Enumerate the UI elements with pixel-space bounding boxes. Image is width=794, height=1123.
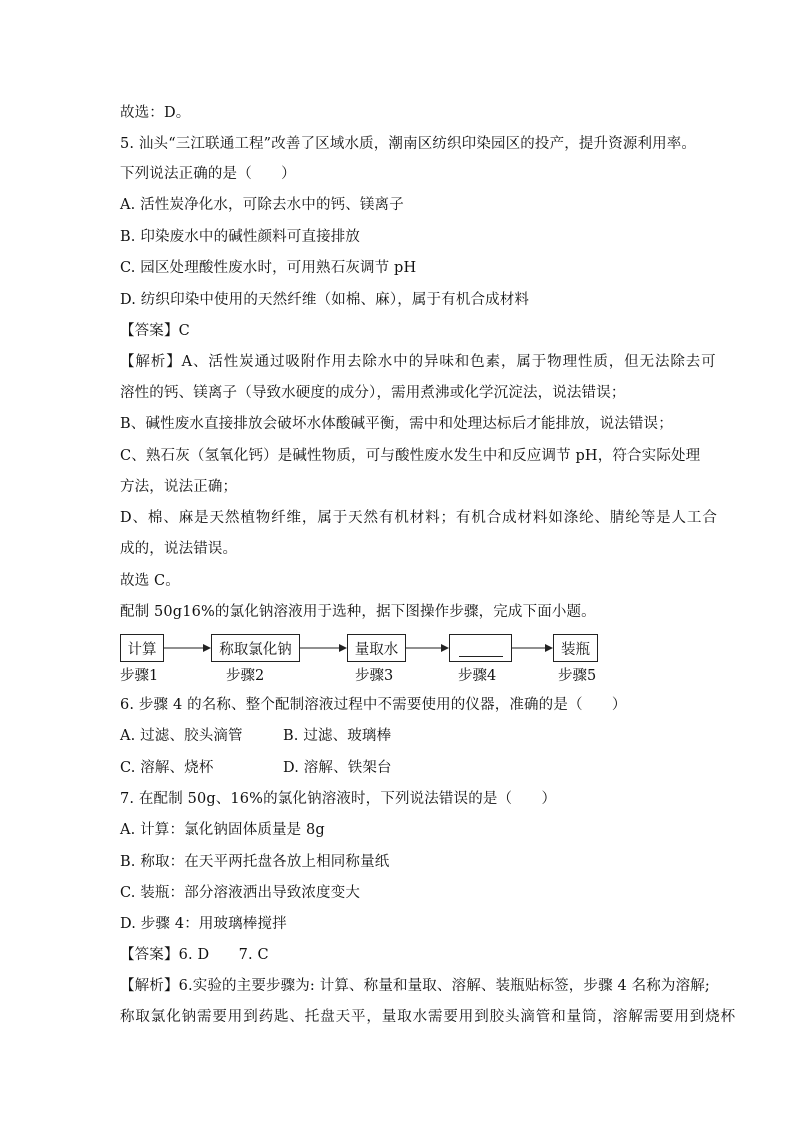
question-6-stem: 6. 步骤 4 的名称、整个配制溶液过程中不需要使用的仪器，准确的是（ ）: [120, 697, 627, 713]
q6-option-a: A. 过滤、胶头滴管: [120, 728, 243, 744]
q7-option-b: B. 称取：在天平两托盘各放上相同称量纸: [120, 854, 390, 870]
problem-intro: 配制 50g16%的氯化钠溶液用于选种，据下图操作步骤，完成下面小题。: [120, 604, 596, 620]
flow-step-4-box: [449, 634, 512, 662]
flow-step-1-box: [120, 634, 164, 662]
q6-option-b: B. 过滤、玻璃棒: [283, 728, 392, 744]
flow-step-5-box: [553, 634, 598, 662]
option-a: A. 活性炭净化水，可除去水中的钙、镁离子: [120, 197, 404, 213]
analysis-line: 溶性的钙、镁离子（导致水硬度的成分），需用煮沸或化学沉淀法，说法错误；: [120, 385, 626, 401]
option-d: D. 纺织印染中使用的天然纤维（如棉、麻），属于有机合成材料: [120, 292, 530, 308]
question-5-stem: 5. 汕头“三江联通工程”改善了区域水质，潮南区纺织印染园区的投产，提升资源利用率。: [120, 136, 697, 152]
flow-step-3-label: 步骤3: [355, 668, 394, 684]
flow-step-2-text: 称取氯化钠: [219, 641, 292, 658]
analysis-line: 成的，说法错误。: [120, 541, 238, 557]
q7-option-a: A. 计算：氯化钠固体质量是 8g: [120, 822, 325, 838]
flow-step-5-label: 步骤5: [558, 668, 597, 684]
flow-step-1-text: 计算: [127, 641, 157, 658]
analysis-line: B、碱性废水直接排放会破坏水体酸碱平衡，需中和处理达标后才能排放，说法错误；: [120, 416, 673, 432]
flow-step-3-box: [347, 634, 406, 662]
q6-option-d: D. 溶解、铁架台: [283, 760, 392, 776]
q7-option-c: C. 装瓶：部分溶液洒出导致浓度变大: [120, 885, 360, 901]
flow-step-4-blank: [459, 642, 503, 657]
analysis-line: 称取氯化钠需要用到药匙、托盘天平，量取水需要用到胶头滴管和量筒，溶解需要用到烧杯: [120, 1009, 736, 1025]
analysis-line: C、熟石灰（氢氧化钙）是碱性物质，可与酸性废水发生中和反应调节 pH，符合实际处理: [120, 448, 701, 464]
flow-step-3-text: 量取水: [354, 641, 399, 658]
answer-label: 【答案】6. D 7. C: [120, 947, 269, 963]
answer-label: 【答案】C: [120, 323, 190, 339]
flow-step-4-label: 步骤4: [458, 668, 497, 684]
analysis-line: 方法，说法正确；: [120, 479, 238, 495]
q6-option-c: C. 溶解、烧杯: [120, 760, 214, 776]
q7-option-d: D. 步骤 4：用玻璃棒搅拌: [120, 916, 287, 932]
option-c: C. 园区处理酸性废水时，可用熟石灰调节 pH: [120, 260, 417, 276]
analysis-line: D、棉、麻是天然植物纤维，属于天然有机材料；有机合成材料如涤纶、腈纶等是人工合: [120, 510, 718, 526]
analysis-line: 【解析】6.实验的主要步骤为: 计算、称量和量取、溶解、装瓶贴标签，步骤 4 名称为溶解;: [120, 978, 710, 994]
flow-step-1-label: 步骤1: [120, 668, 159, 684]
text-line: 故选：D。: [120, 105, 191, 121]
option-b: B. 印染废水中的碱性颜料可直接排放: [120, 229, 361, 245]
flow-step-2-label: 步骤2: [226, 668, 265, 684]
analysis-line: 【解析】A、活性炭通过吸附作用去除水中的异味和色素，属于物理性质，但无法除去可: [120, 354, 717, 370]
text-line: 下列说法正确的是（ ）: [120, 166, 296, 182]
text-line: 故选 C。: [120, 573, 180, 589]
question-7-stem: 7. 在配制 50g、16%的氯化钠溶液时，下列说法错误的是（ ）: [120, 791, 557, 807]
flow-step-5-text: 装瓶: [561, 641, 590, 658]
flow-step-2-box: [211, 634, 300, 662]
